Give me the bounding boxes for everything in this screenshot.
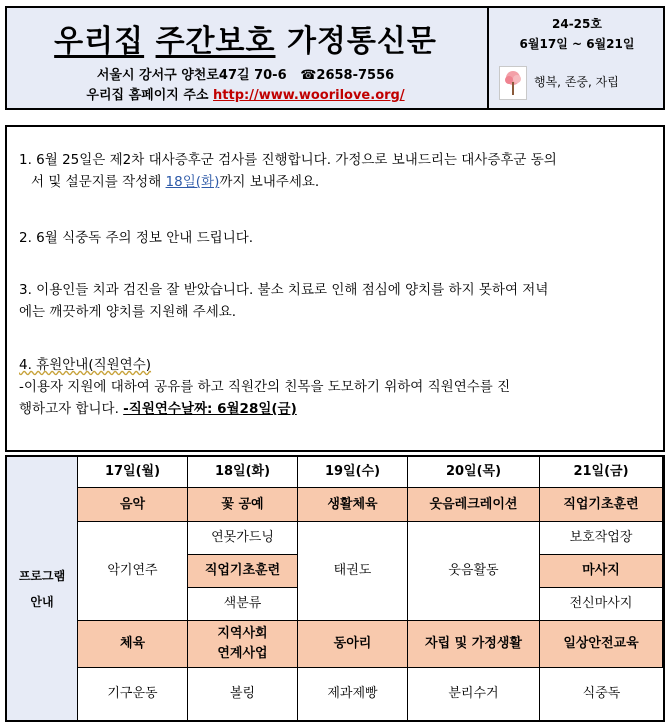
- program-cell: 악기연주: [78, 522, 188, 621]
- program-cell: 연못가드닝: [188, 522, 298, 555]
- program-cell: 지역사회 연계사업: [188, 621, 298, 668]
- notice-3-line-a: 3. 이용인들 치과 검진을 잘 받았습니다. 불소 치료로 인해 점심에 양치를 하지 못하여 저녁: [19, 282, 549, 298]
- notice-4-line-a: -이용자 지원에 대하여 공유를 하고 직원간의 친목을 도모하기 위하여 직원연수를 진: [19, 379, 511, 395]
- program-cell: 색분류: [188, 588, 298, 621]
- day-header-wed: 19일(수): [298, 457, 408, 488]
- program-cell: 체육: [78, 621, 188, 668]
- notice-1-date: 18일(화): [165, 174, 220, 190]
- issue-block: [487, 8, 665, 108]
- notice-1-line-a: 1. 6월 25일은 제2차 대사증후군 검사를 진행합니다. 가정으로 보내드리는 대사증후군 동의: [19, 152, 557, 168]
- notice-box: [5, 125, 665, 452]
- title-word-1: 우리집: [54, 24, 145, 59]
- program-cell: 일상안전교육: [540, 621, 663, 668]
- program-label-line1: 프로그램: [18, 568, 66, 583]
- notice-1-text: 서 및 설문지를 작성해: [31, 174, 166, 190]
- notice-1: [19, 149, 651, 193]
- program-cell: 동아리: [298, 621, 408, 668]
- header-title-block: [7, 8, 484, 108]
- notice-4-text: 행하고자 합니다.: [19, 401, 124, 417]
- training-date: -직원연수날짜: 6월28일(금): [123, 401, 297, 417]
- program-schedule-table: [5, 455, 665, 722]
- newsletter-header: [5, 6, 665, 110]
- motto: 행복, 존중, 자립: [534, 75, 619, 89]
- date-range: 6월17일 ~ 6월21일: [519, 37, 635, 51]
- address-line: [7, 64, 484, 83]
- program-cell: 생활체육: [298, 488, 408, 522]
- program-cell: 직업기초훈련: [188, 555, 298, 588]
- day-header-fri: 21일(금): [540, 457, 663, 488]
- day-header-mon: 17일(월): [78, 457, 188, 488]
- program-label-line2: 안내: [30, 594, 54, 609]
- homepage-link[interactable]: http://www.woorilove.org/: [213, 88, 405, 103]
- program-label: [7, 457, 78, 720]
- program-cell: 직업기초훈련: [540, 488, 663, 522]
- program-cell: 태권도: [298, 522, 408, 621]
- program-cell: 웃음레크레이션: [408, 488, 540, 522]
- title-word-3: 가정통신문: [286, 24, 437, 59]
- issue-number: 24-25호: [552, 17, 602, 31]
- notice-4-title: 4. 휴원안내(직원연수): [19, 357, 152, 373]
- program-cell: 마사지: [540, 555, 663, 588]
- day-header-thu: 20일(목): [408, 457, 540, 488]
- notice-3: [19, 279, 651, 323]
- program-cell: 기구운동: [78, 668, 188, 720]
- day-header-tue: 18일(화): [188, 457, 298, 488]
- tree-logo-icon: [499, 66, 527, 100]
- program-cell: 웃음활동: [408, 522, 540, 621]
- address: 서울시 강서구 양천로47길 70-6: [96, 68, 287, 83]
- program-cell: 자립 및 가정생활: [408, 621, 540, 668]
- program-cell: 볼링: [188, 668, 298, 720]
- program-cell: 제과제빵: [298, 668, 408, 720]
- page-title: [7, 16, 484, 60]
- issue-info: [489, 14, 665, 54]
- homepage-line: [7, 84, 484, 103]
- notice-4-line-b: [19, 398, 651, 420]
- notice-1-text-end: 까지 보내주세요.: [219, 174, 320, 190]
- title-word-2: 주간보호: [155, 24, 276, 59]
- program-cell: 식중독: [582, 686, 621, 701]
- notice-4: [19, 354, 651, 420]
- phone: ☎2658-7556: [300, 68, 395, 83]
- program-cell: 꽃 공예: [188, 488, 298, 522]
- notice-1-line-b: [19, 171, 651, 193]
- notice-2: 2. 6월 식중독 주의 정보 안내 드립니다.: [19, 230, 254, 246]
- notice-3-line-b: 에는 깨끗하게 양치를 지원해 주세요.: [19, 304, 237, 320]
- program-cell: 보호작업장: [540, 522, 663, 555]
- program-cell: 분리수거: [408, 668, 540, 720]
- program-cell: 음악: [78, 488, 188, 522]
- program-cell: 전신마사지: [540, 588, 663, 621]
- homepage-label: 우리집 홈페이지 주소: [86, 88, 209, 103]
